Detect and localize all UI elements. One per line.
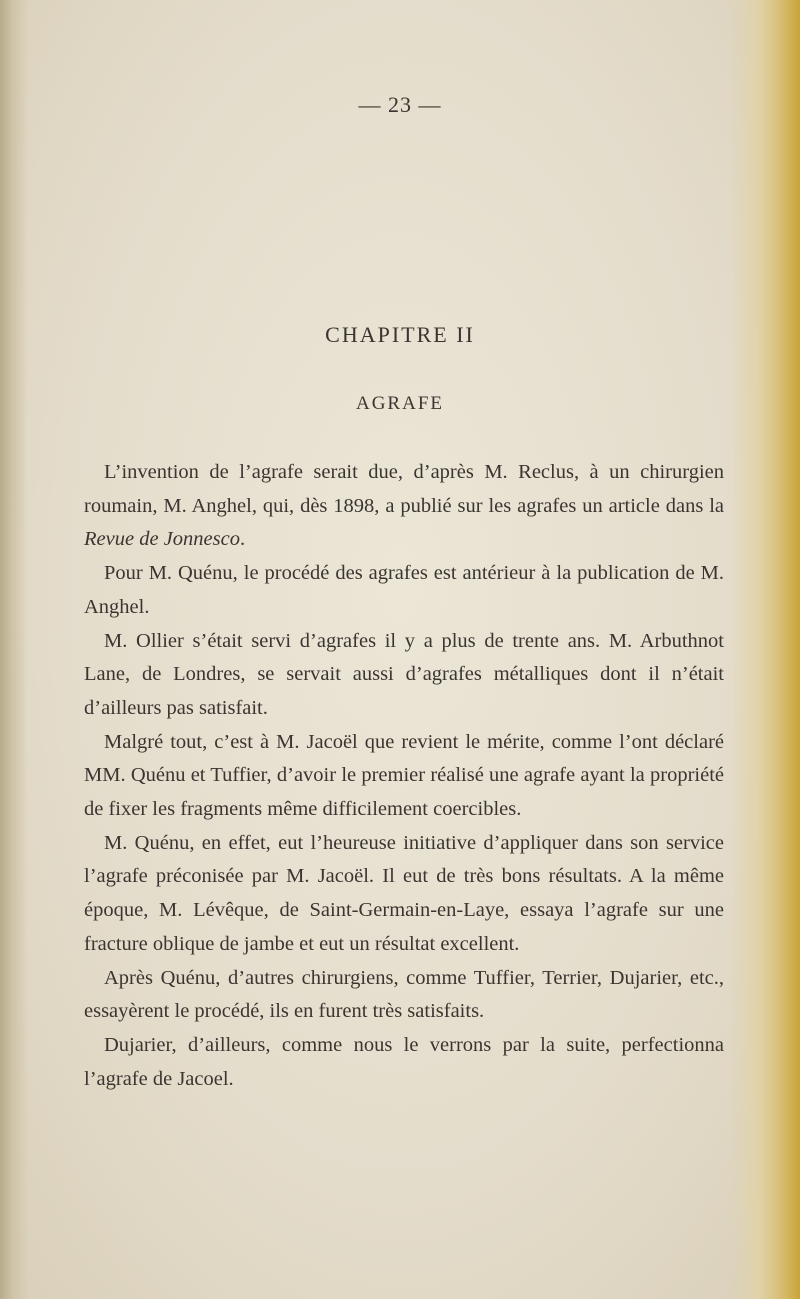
paragraph: Après Quénu, d’autres chirurgiens, comme Tuffier, Terrier, Dujarier, etc., essayèrent le procédé, ils en furent très satisfaits. (84, 966, 724, 1023)
page-number: — 23 — (358, 92, 442, 117)
journal-title: Revue de Jonnesco (84, 528, 240, 551)
body-text (84, 456, 724, 1096)
page-right-edge (730, 0, 800, 1299)
paragraph: Pour M. Quénu, le procédé des agrafes est antérieur à la publication de M. Anghel. (84, 562, 724, 618)
paragraph: M. Ollier s’était servi d’agrafes il y a plus de trente ans. M. Arbuthnot Lane, de Londres, se servait aussi d’agrafes métalliques dont il n’était d’ailleurs pas satisfait. (84, 629, 724, 719)
paragraph: L’invention de l’agrafe serait due, d’après M. Reclus, à un chirurgien roumain, M. Anghel, qui, dès 1898, a publié sur les agrafes un article dans la Revue de Jonnesco. (84, 461, 724, 551)
paragraph: Malgré tout, c’est à M. Jacoël que revient le mérite, comme l’ont déclaré MM. Quénu et Tuffier, d’avoir le premier réalisé une agrafe ayant la propriété de fixer les fragments même difficilement coercibles. (84, 730, 724, 821)
chapter-heading: CHAPITRE II (325, 322, 475, 347)
paragraph: Dujarier, d’ailleurs, comme nous le verrons par la suite, perfectionna l’agrafe de Jacoel. (84, 1033, 724, 1090)
section-heading: AGRAFE (355, 393, 444, 414)
page-left-edge (0, 0, 28, 1299)
paragraph: M. Quénu, en effet, eut l’heureuse initiative d’appliquer dans son service l’agrafe préconisée par M. Jacoël. Il eut de très bons résultats. A la même époque, M. Lévêque, de Saint-Germain-en-Laye, essaya l’agrafe sur une fracture oblique de jambe et eut un résultat excellent. (84, 831, 724, 955)
